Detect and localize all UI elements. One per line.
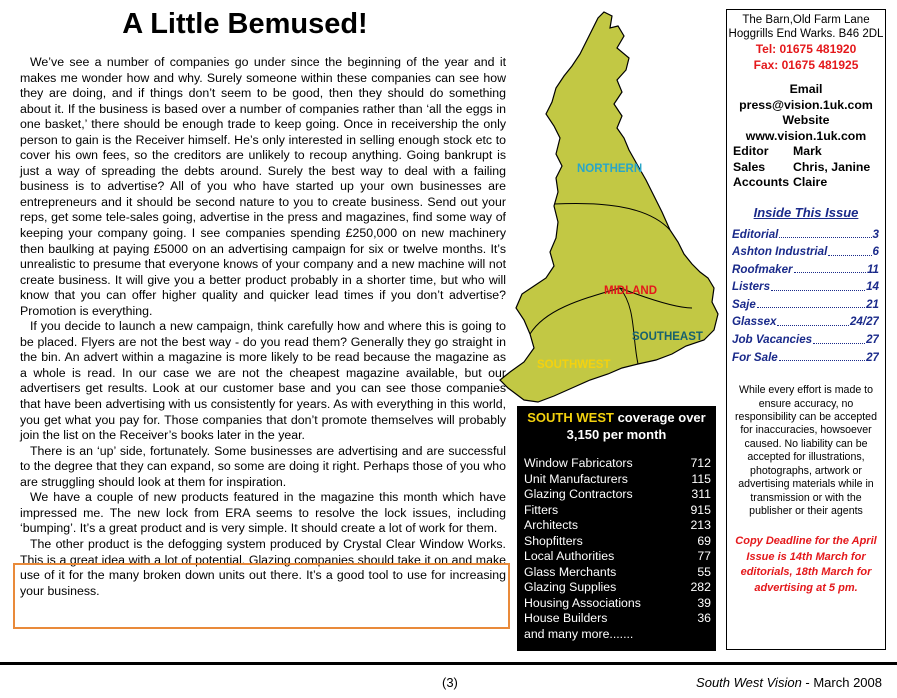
coverage-count: 39 bbox=[697, 595, 711, 610]
footer-rule bbox=[0, 662, 897, 665]
staff-row bbox=[733, 160, 885, 176]
contents-entry bbox=[732, 226, 879, 244]
dot-leader bbox=[779, 226, 871, 239]
coverage-count: 282 bbox=[690, 580, 711, 594]
staff-list bbox=[727, 144, 885, 191]
staff-row bbox=[733, 175, 885, 191]
contents-entry bbox=[732, 331, 879, 349]
page-number: (3) bbox=[442, 675, 458, 690]
coverage-row bbox=[524, 518, 711, 534]
address-line: The Barn,Old Farm Lane bbox=[742, 14, 870, 26]
contact-details bbox=[727, 82, 885, 144]
contents-title: Listers bbox=[732, 280, 771, 294]
contents-title: Job Vacancies bbox=[732, 333, 813, 347]
contents-page: 14 bbox=[866, 280, 879, 294]
region-label-northern: NORTHERN bbox=[577, 163, 643, 175]
article-paragraph: We’ve see a number of companies go under since the beginning of the year and it makes me wonder how and why. Surely someone within these companies can see how they are doing, and if things don’t seem to be good, then they should do something about it. If the business is based over a number of companies rather than ‘all the eggs in one basket,’ there should be enough trade to keep going. Once in receivership the only person to gain is the Receiver himself. He’s only interested in selling enough stock etc to cover his own fees, so the creditors are unlikely to recoup anything. Going bankrupt is just a way of spreading the debts around. Surely the best way to deal with a failing business is to advertise? All of you who have started up your own businesses are entrepreneurs and it should be second nature to you to create business. Send out your reps, get some tele-sales going, advertise in the press and magazines, find some way of keeping your company going. I see companies spending £250,000 on new machinery then baulking at paying £5000 on an advertising campaign for six or twelve months. It’s unrealistic to presume that everyone knows of your company and a new machine will not create business. It will give you a better product probably in a shorter time, but who will know that you can offer higher quality and quicker lead times if you don’t advertise? Promotion is everything. bbox=[20, 55, 506, 318]
coverage-label: Fitters bbox=[524, 502, 559, 517]
coverage-label: Local Authorities bbox=[524, 549, 615, 563]
coverage-count: 213 bbox=[690, 518, 711, 532]
article-paragraph: We have a couple of new products featured in the magazine this month which have impressed me. The new lock from ERA seems to resolve the lock issues, including ‘bumping’. It’s a great product and is very simple. It should create a lot of work for them. bbox=[20, 490, 506, 536]
contents-page: 6 bbox=[872, 245, 879, 259]
coverage-row bbox=[524, 596, 711, 612]
coverage-label: Glazing Supplies bbox=[524, 580, 617, 594]
highlight-box bbox=[13, 563, 510, 629]
address bbox=[727, 13, 885, 41]
coverage-count: 55 bbox=[697, 564, 711, 579]
coverage-label: Glass Merchants bbox=[524, 564, 617, 579]
coverage-label: House Builders bbox=[524, 611, 608, 625]
contents-title: Editorial bbox=[732, 227, 779, 241]
contents-title: Roofmaker bbox=[732, 262, 793, 276]
email-label: Email bbox=[789, 82, 823, 96]
dot-leader bbox=[757, 296, 865, 309]
contents-entry bbox=[732, 313, 879, 331]
contents-title: Saje bbox=[732, 297, 756, 311]
article-paragraph: If you decide to launch a new campaign, think carefully how and where this is going to be placed. Flyers are not the best way - do you read them? Generally they go straight in the bin. An advert within a magazine is more likely to be read because the magazine as a whole is read. In our case we are not the cheapest magazine available, but our advertisers get results. Look at our customer base and you can see those companies that have been advertising with us consistently for years. As with everything in this world, you get what you pay for. Those companies that don’t promote themselves will probably join the list on the Receiver’s books later in the year. bbox=[20, 319, 506, 443]
contents-entry bbox=[732, 296, 879, 314]
dot-leader bbox=[779, 349, 865, 362]
contents-page: 3 bbox=[872, 227, 879, 241]
contents-page: 24/27 bbox=[849, 315, 879, 329]
publication-name: South West Vision bbox=[696, 675, 802, 690]
footer-publication bbox=[696, 675, 882, 690]
fax: Fax: 01675 481925 bbox=[753, 58, 859, 72]
staff-role: Editor bbox=[733, 144, 769, 158]
coverage-row bbox=[524, 549, 711, 565]
uk-region-map bbox=[486, 8, 722, 412]
coverage-label: Shopfitters bbox=[524, 533, 583, 548]
dot-leader bbox=[777, 313, 849, 326]
coverage-count: 311 bbox=[691, 487, 711, 501]
website-label: Website bbox=[782, 113, 830, 127]
contents-page: 11 bbox=[866, 262, 879, 276]
region-label-midland: MIDLAND bbox=[604, 285, 658, 297]
staff-role: Sales bbox=[733, 159, 766, 174]
region-label-southwest: SOUTHWEST bbox=[537, 359, 611, 371]
staff-name: Claire bbox=[793, 175, 828, 189]
dot-leader bbox=[771, 278, 865, 291]
contents-page: 27 bbox=[866, 333, 879, 347]
sidebar bbox=[726, 9, 886, 650]
contents-title: For Sale bbox=[732, 350, 778, 364]
inside-issue-title: Inside This Issue bbox=[753, 204, 859, 220]
contents-page: 27 bbox=[866, 350, 879, 364]
map-land bbox=[500, 12, 718, 402]
website-address: www.vision.1uk.com bbox=[745, 128, 867, 143]
article-paragraph-highlighted: The other product is the defogging system produced by Crystal Clear Window Works. This is a great idea with a lot of potential. Glazing companies should take it on and make use of it for the many broken down units out there. It’s a good tool to use for increasing your business. bbox=[20, 536, 506, 598]
coverage-label: Architects bbox=[524, 518, 578, 532]
contents-list bbox=[732, 226, 879, 367]
coverage-label: Window Fabricators bbox=[524, 456, 633, 470]
coverage-row bbox=[524, 565, 711, 581]
staff-role: Accounts bbox=[733, 175, 790, 189]
coverage-row bbox=[524, 627, 711, 643]
coverage-box bbox=[517, 406, 716, 651]
coverage-label: Unit Manufacturers bbox=[524, 471, 628, 486]
coverage-row bbox=[524, 534, 711, 550]
coverage-count: 915 bbox=[690, 502, 711, 517]
region-label-southeast: SOUTHEAST bbox=[632, 331, 703, 343]
article-paragraph: There is an ‘up’ side, fortunately. Some businesses are advertising and are successful to the degree that they can expand, so some are doing it right. Perhaps those of you who are struggling should look at them for inspiration. bbox=[20, 443, 506, 489]
coverage-label: Housing Associations bbox=[524, 595, 641, 610]
coverage-heading-text: coverage over bbox=[617, 410, 706, 425]
article-title: A Little Bemused! bbox=[122, 8, 368, 40]
coverage-label: Glazing Contractors bbox=[524, 487, 633, 501]
contents-entry bbox=[732, 349, 879, 367]
staff-name: Chris, Janine bbox=[793, 159, 871, 174]
email-address: press@vision.1uk.com bbox=[739, 97, 873, 112]
coverage-row bbox=[524, 456, 711, 472]
coverage-row bbox=[524, 472, 711, 488]
coverage-region: SOUTH WEST bbox=[527, 410, 614, 425]
coverage-count: 712 bbox=[690, 456, 711, 470]
contents-entry bbox=[732, 278, 879, 296]
contents-entry bbox=[732, 261, 879, 279]
coverage-row bbox=[524, 487, 711, 503]
publication-date: - March 2008 bbox=[801, 675, 882, 690]
staff-name: Mark bbox=[793, 144, 822, 158]
staff-row bbox=[733, 144, 885, 160]
dot-leader bbox=[828, 243, 871, 256]
contents-page: 21 bbox=[866, 297, 879, 311]
contents-title: Ashton Industrial bbox=[732, 245, 828, 259]
telephone: Tel: 01675 481920 bbox=[755, 42, 857, 56]
coverage-count: 115 bbox=[691, 471, 711, 486]
contents-title: Glassex bbox=[732, 315, 777, 329]
disclaimer: While every effort is made to ensure accuracy, no responsibility can be accepted for inaccuracies, howsoever caused. No liability can be accepted for illustrations, photographs, artwork or advertising materials while in transmission or with the publisher or their agents bbox=[735, 384, 877, 517]
dot-leader bbox=[794, 261, 866, 274]
coverage-list bbox=[524, 456, 711, 642]
coverage-count: 36 bbox=[697, 611, 711, 625]
coverage-row bbox=[524, 580, 711, 596]
article-body bbox=[20, 55, 506, 599]
copy-deadline: Copy Deadline for the April Issue is 14th March for editorials, 18th March for advertising at 5 pm. bbox=[735, 535, 877, 594]
coverage-count: 77 bbox=[697, 549, 711, 563]
coverage-count: 69 bbox=[697, 533, 711, 548]
dot-leader bbox=[813, 331, 865, 344]
coverage-row bbox=[524, 611, 711, 627]
address-line: Hoggrills End Warks. B46 2DL bbox=[728, 28, 884, 40]
contents-entry bbox=[732, 243, 879, 261]
coverage-heading bbox=[517, 409, 716, 443]
coverage-heading-total: 3,150 per month bbox=[566, 427, 667, 442]
coverage-row bbox=[524, 503, 711, 519]
coverage-label: and many more....... bbox=[524, 626, 634, 641]
